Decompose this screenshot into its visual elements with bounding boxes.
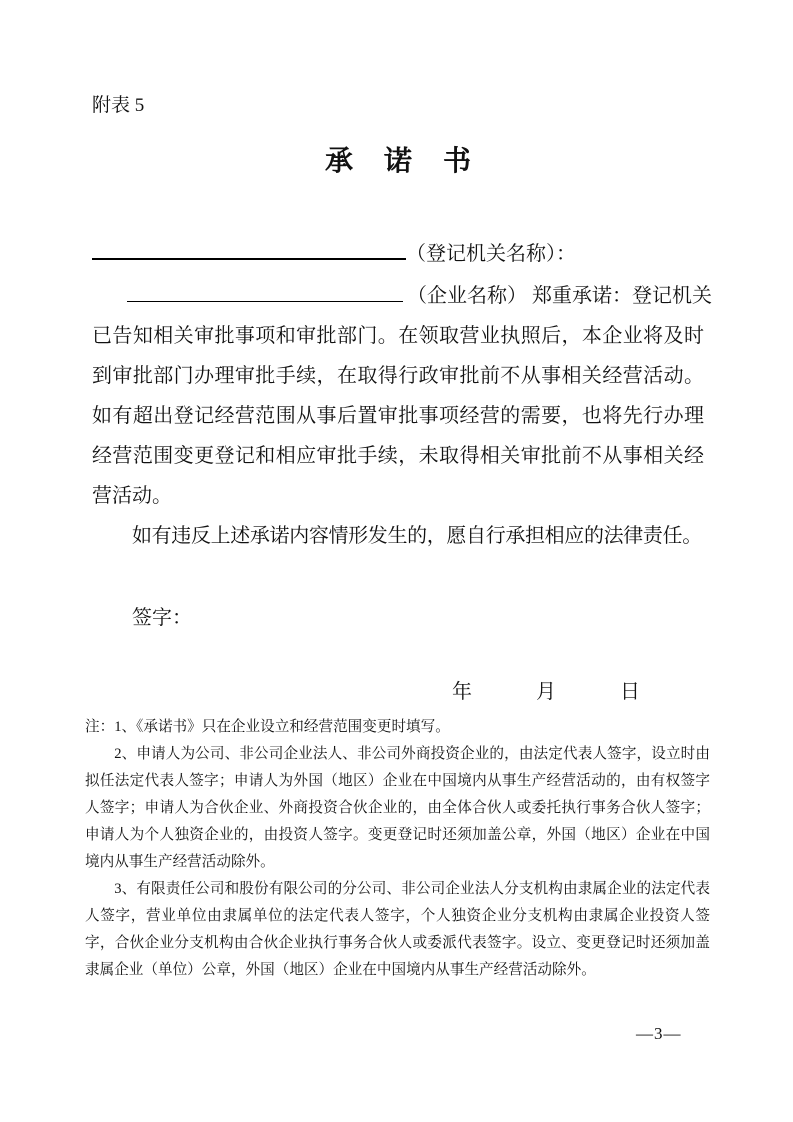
appendix-label: 附表 5 (92, 95, 145, 116)
document-content (85, 0, 712, 984)
signature-label: 签字： (132, 607, 192, 629)
enterprise-name-blank[interactable] (127, 283, 403, 302)
note-item-3: 3、有限责任公司和股份有限公司的分公司、非公司企业法人分支机构由隶属企业的法定代表人签字，营业单位由隶属单位的法定代表人签字，个人独资企业分支机构由隶属企业投资人签字，合伙企业分支机构由合伙企业执行事务合伙人或委派代表签字。设立、变更登记时还须加盖隶属企业（单位）公章，外国（地区）企业在中国境内从事生产经营活动除外。 (85, 881, 710, 978)
commitment-paragraph: 已告知相关审批事项和审批部门。在领取营业执照后，本企业将及时到审批部门办理审批手续，在取得行政审批前不从事相关经营活动。如有超出登记经营范围从事后置审批事项经营的需要，也将先行办理经营范围变更登记和相应审批手续，未取得相关审批前不从事相关经营活动。 (92, 325, 704, 507)
document-title: 承 诺 书 (324, 146, 471, 177)
date-month-label: 月 (536, 681, 556, 703)
registration-authority-label: （登记机关名称）： (406, 243, 576, 265)
note-item-1: 注：1、《承诺书》只在企业设立和经营范围变更时填写。 (85, 719, 450, 735)
declarer-lead-text: （企业名称） 郑重承诺：登记机关 (407, 285, 712, 307)
date-year-label: 年 (452, 681, 472, 703)
declarer-line (127, 276, 712, 316)
date-day-label: 日 (620, 681, 640, 703)
registration-authority-blank[interactable] (92, 240, 406, 260)
page-number: —3— (636, 1024, 682, 1043)
notes-section (85, 714, 710, 984)
date-line (92, 672, 704, 712)
liability-paragraph: 如有违反上述承诺内容情形发生的，愿自行承担相应的法律责任。 (132, 525, 702, 547)
recipient-line (92, 234, 704, 274)
note-item-2: 2、申请人为公司、非公司企业法人、非公司外商投资企业的，由法定代表人签字，设立时由拟任法定代表人签字；申请人为外国（地区）企业在中国境内从事生产经营活动的，由有权签字人签字；申请人为合伙企业、外商投资合伙企业的，由全体合伙人或委托执行事务合伙人签字；申请人为个人独资企业的，由投资人签字。变更登记时还须加盖公章，外国（地区）企业在中国境内从事生产经营活动除外。 (85, 746, 710, 870)
